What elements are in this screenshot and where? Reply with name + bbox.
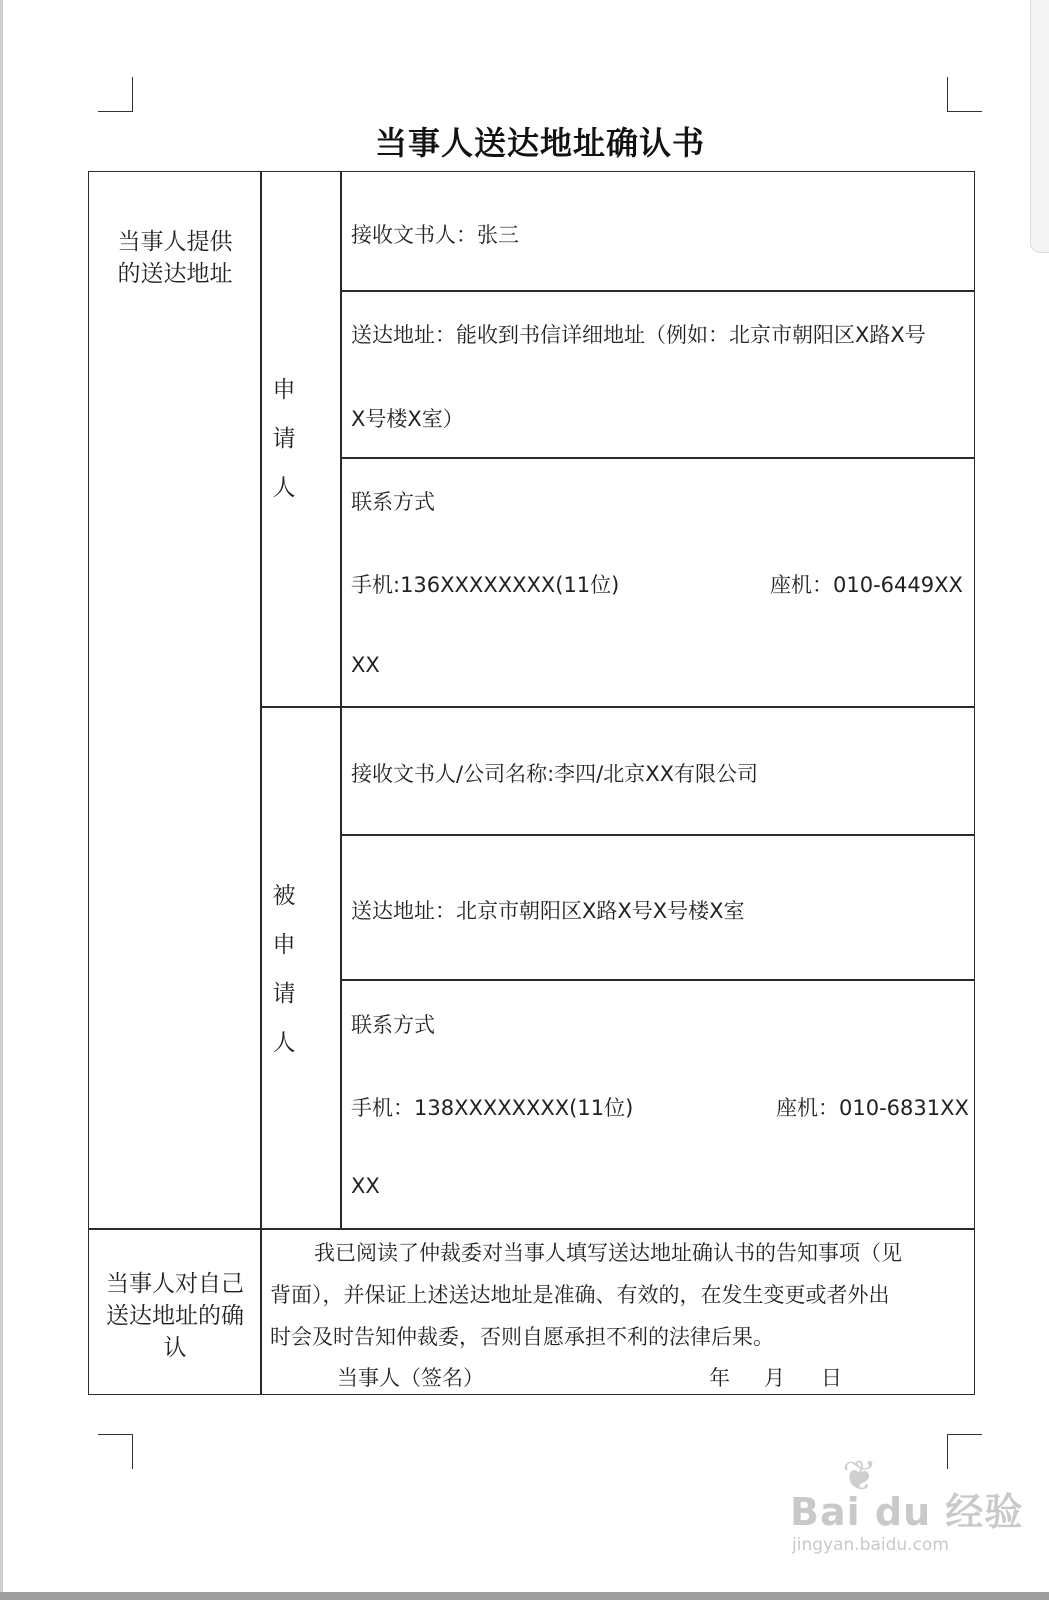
respondent-label-char: 请 — [272, 981, 296, 1007]
statement-line3: 时会及时告知仲裁委，否则自愿承担不利的法律后果。 — [270, 1325, 774, 1349]
watermark-logo: Bai du 经验 — [790, 1490, 1024, 1534]
signature-label: 当事人（签名） — [337, 1366, 484, 1390]
section1-label-line1: 当事人提供 — [117, 229, 233, 255]
respondent-landline: 座机：010-6831XX — [776, 1096, 969, 1120]
statement-line1: 我已阅读了仲裁委对当事人填写送达地址确认书的告知事项（见 — [314, 1241, 902, 1265]
respondent-label-char: 申 — [272, 932, 296, 958]
crop-mark-bottom-left — [98, 1434, 133, 1469]
baidu-jingyan-watermark — [790, 1451, 1024, 1565]
applicant-landline-cont: XX — [351, 653, 380, 677]
signature-day: 日 — [821, 1366, 842, 1390]
applicant-label-char: 申 — [272, 377, 296, 403]
applicant-mobile: 手机:136XXXXXXXX(11位) — [351, 573, 620, 597]
section2-label-line2: 送达地址的确 — [106, 1303, 244, 1329]
bottom-bar — [0, 1592, 1049, 1600]
respondent-landline-cont: XX — [351, 1174, 380, 1198]
applicant-recipient: 接收文书人：张三 — [351, 223, 519, 247]
signature-year: 年 — [709, 1366, 730, 1390]
applicant-address-cell — [340, 290, 975, 459]
applicant-label — [264, 366, 304, 513]
respondent-label-char: 被 — [272, 883, 296, 909]
section1-label-line2: 的送达地址 — [117, 261, 233, 287]
page-left-edge — [0, 0, 3, 1600]
watermark-url: jingyan.baidu.com — [792, 1535, 949, 1555]
applicant-contact-title: 联系方式 — [351, 490, 435, 514]
respondent-label-char: 人 — [272, 1030, 296, 1056]
section2-label-line1: 当事人对自己 — [106, 1271, 244, 1297]
crop-mark-top-left — [98, 77, 133, 112]
applicant-landline: 座机：010-6449XX — [770, 573, 963, 597]
applicant-address-line2: X号楼X室） — [351, 407, 464, 431]
crop-mark-top-right — [947, 77, 982, 112]
section1-label-cell — [88, 171, 262, 1230]
document-title: 当事人送达地址确认书 — [374, 124, 705, 162]
applicant-address-line1: 送达地址：能收到书信详细地址（例如：北京市朝阳区X路X号 — [351, 323, 926, 347]
respondent-address: 送达地址：北京市朝阳区X路X号X号楼X室 — [351, 899, 745, 923]
respondent-label — [264, 872, 304, 1068]
statement-line2: 背面），并保证上述送达地址是准确、有效的，在发生变更或者外出 — [270, 1283, 890, 1307]
applicant-label-char: 请 — [272, 426, 296, 452]
paw-icon: ❦ — [842, 1451, 878, 1500]
respondent-recipient: 接收文书人/公司名称:李四/北京XX有限公司 — [351, 762, 758, 786]
respondent-contact-title: 联系方式 — [351, 1013, 435, 1037]
section2-label-line3: 认 — [163, 1335, 187, 1361]
respondent-mobile: 手机：138XXXXXXXX(11位) — [351, 1096, 634, 1120]
applicant-label-char: 人 — [272, 475, 296, 501]
signature-month: 月 — [764, 1366, 785, 1390]
